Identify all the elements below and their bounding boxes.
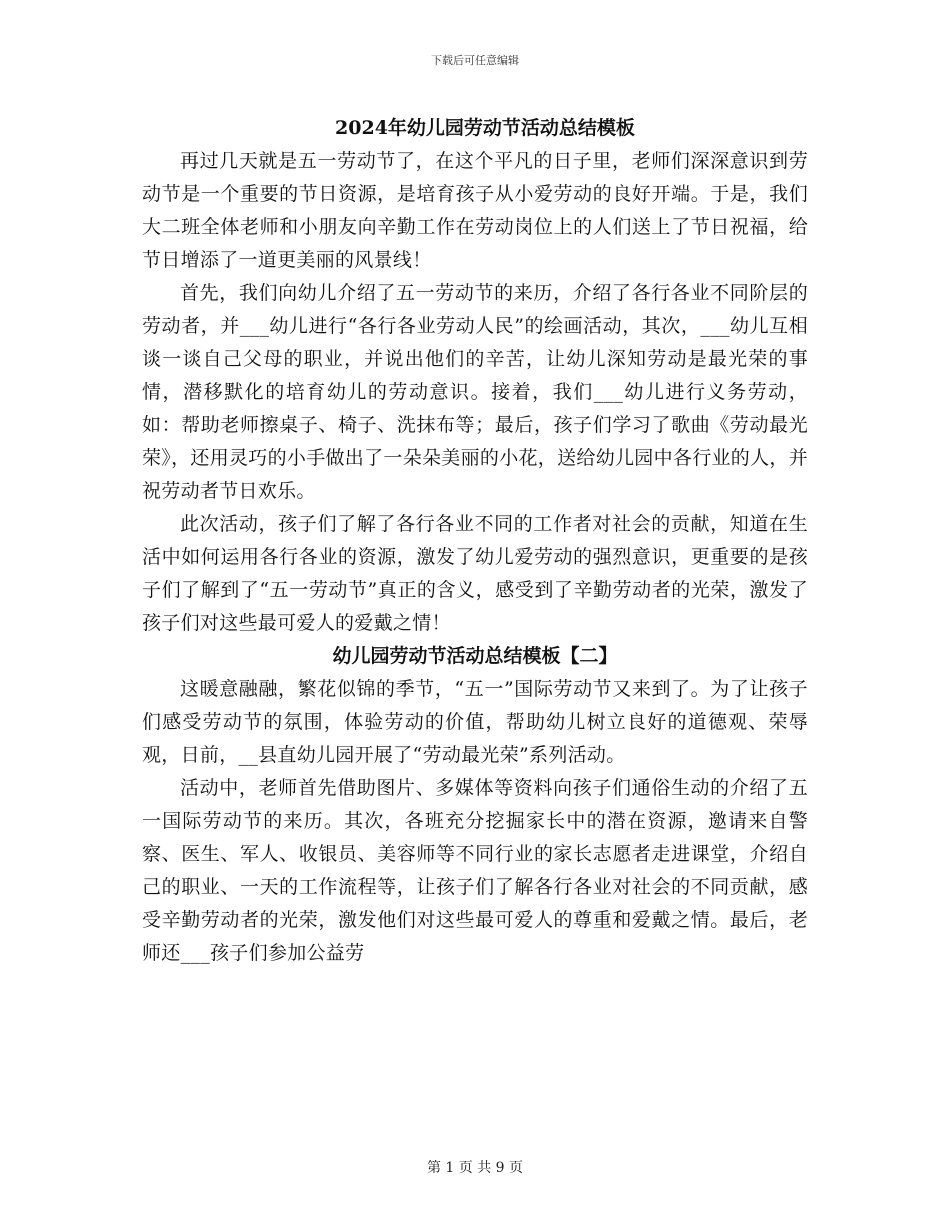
section-1-paragraph-3: 此次活动，孩子们了解了各行各业不同的工作者对社会的贡献，知道在生活中如何运用各行各业的资源，激发了幼儿爱劳动的强烈意识，更重要的是孩子们了解到了“五一劳动节”真正的含义，感受到了辛勤劳动者的光荣，激发了孩子们对这些最可爱人的爱戴之情！: [142, 513, 808, 634]
page-header-note: 下载后可任意编辑: [431, 54, 519, 67]
section-2-paragraph-1: 这暖意融融，繁花似锦的季节，“五一”国际劳动节又来到了。为了让孩子们感受劳动节的氛围，体验劳动的价值，帮助幼儿树立良好的道德观、荣辱观，日前，__县直幼儿园开展了“劳动最光荣”系列活动。: [142, 678, 808, 766]
document-body: [142, 112, 808, 970]
section-1-paragraph-1: 再过几天就是五一劳动节了，在这个平凡的日子里，老师们深深意识到劳动节是一个重要的节日资源，是培育孩子从小爱劳动的良好开端。于是，我们大二班全体老师和小朋友向辛勤工作在劳动岗位上的人们送上了节日祝福，给节日增添了一道更美丽的风景线！: [142, 150, 808, 271]
section-1-paragraph-2: 首先，我们向幼儿介绍了五一劳动节的来历，介绍了各行各业不同阶层的劳动者，并___幼儿进行“各行各业劳动人民”的绘画活动，其次，___幼儿互相谈一谈自己父母的职业，并说出他们的辛苦，让幼儿深知劳动是最光荣的事情，潜移默化的培育幼儿的劳动意识。接着，我们___幼儿进行义务劳动，如：帮助老师擦桌子、椅子、洗抹布等；最后，孩子们学习了歌曲《劳动最光荣》，还用灵巧的小手做出了一朵朵美丽的小花，送给幼儿园中各行业的人，并祝劳动者节日欢乐。: [142, 282, 809, 502]
section-2-paragraph-2: 活动中，老师首先借助图片、多媒体等资料向孩子们通俗生动的介绍了五一国际劳动节的来历。其次，各班充分挖掘家长中的潜在资源，邀请来自警察、医生、军人、收银员、美容师等不同行业的家长志愿者走进课堂，介绍自己的职业、一天的工作流程等，让孩子们了解各行各业对社会的不同贡献，感受辛勤劳动者的光荣，激发他们对这些最可爱人的尊重和爱戴之情。最后，老师还___孩子们参加公益劳: [142, 777, 808, 964]
section-2-title: 幼儿园劳动节活动总结模板【二】: [332, 645, 618, 667]
section-1-title: 2024年幼儿园劳动节活动总结模板: [335, 117, 635, 139]
page-number-footer: 第 1 页 共 9 页: [426, 1160, 524, 1176]
